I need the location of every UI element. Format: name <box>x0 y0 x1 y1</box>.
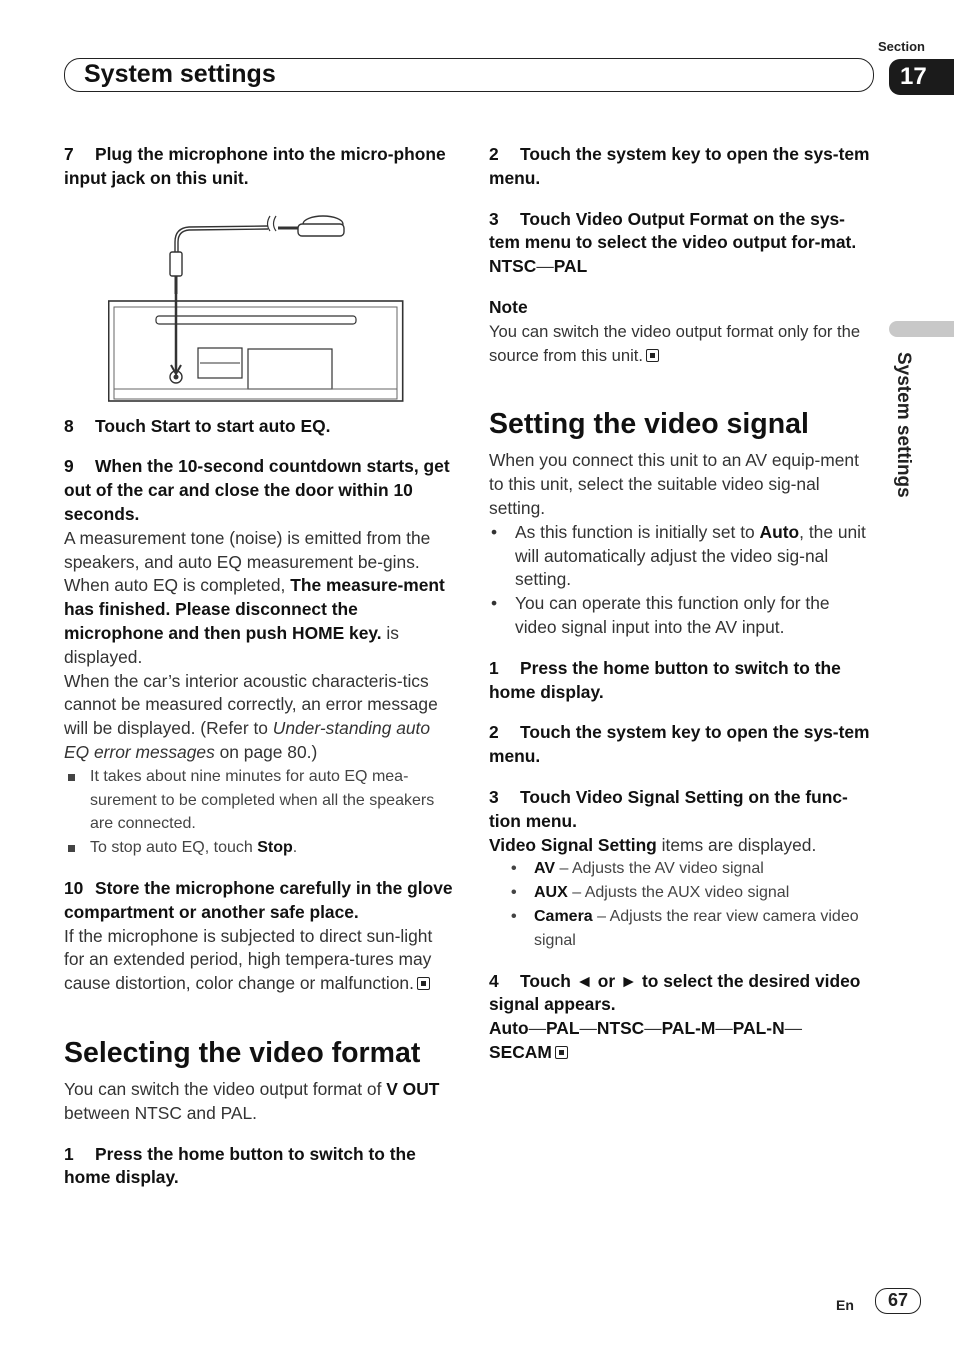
list-item: • Camera – Adjusts the rear view camera video signal <box>489 905 875 953</box>
end-mark-icon <box>555 1046 568 1059</box>
heading-video-format: Selecting the video format <box>64 1036 421 1069</box>
step-4: 4 Touch ◄ or ► to select the desired video signal appears. <box>489 970 861 1015</box>
end-mark-icon <box>417 977 430 990</box>
end-mark-icon <box>646 349 659 362</box>
paragraph: A measurement tone (noise) is emitted from the speakers, and auto EQ measurement be-gins. <box>64 527 431 572</box>
paragraph: You can switch the video output format of V OUT between NTSC and PAL. <box>64 1078 440 1123</box>
note-item: To stop auto EQ, touch Stop. <box>64 836 454 860</box>
format-sequence: NTSC—PAL <box>489 256 588 277</box>
note-heading: Note <box>489 296 528 317</box>
section-label: Section <box>878 39 925 54</box>
step-1: 1 Press the home button to switch to the home display. <box>489 657 841 702</box>
paragraph: When the car’s interior acoustic characteris-tics cannot be measured correctly, an error message will be displayed. (Refer to Under-standing auto EQ error messages on page 80.) <box>64 670 438 762</box>
bullet-item: • You can operate this function only for the video signal input into the AV input. <box>489 592 875 640</box>
paragraph: If the microphone is subjected to direct sun-light for an extended period, high tempera-tures may cause distortion, color change or malfunction. <box>64 925 433 994</box>
right-column <box>489 143 875 1065</box>
page-number: 67 <box>875 1288 921 1314</box>
side-tab-marker <box>889 321 954 337</box>
step-3: 3 Touch Video Signal Setting on the func-tion menu. <box>489 786 848 831</box>
paragraph: Video Signal Setting items are displayed. <box>489 834 817 855</box>
step-7: 7 Plug the microphone into the micro-phone input jack on this unit. <box>64 144 446 188</box>
step-9: 9 When the 10-second countdown starts, get out of the car and close the door within 10 seconds. <box>64 456 450 524</box>
list-item: • AUX – Adjusts the AUX video signal <box>489 881 875 905</box>
step-2: 2 Touch the system key to open the sys-tem menu. <box>489 144 870 188</box>
side-tab-label: System settings <box>893 352 914 498</box>
step-3: 3 Touch Video Output Format on the sys-tem menu to select the video output for-mat. <box>489 208 857 253</box>
paragraph: When auto EQ is completed, The measure-ment has finished. Please disconnect the microphone and then push HOME key. is displayed. <box>64 575 445 667</box>
header-title: System settings <box>84 60 276 88</box>
note-text: You can switch the video output format only for the source from this unit. <box>489 321 861 365</box>
microphone-jack-illustration <box>108 212 404 402</box>
step-1: 1 Press the home button to switch to the home display. <box>64 1143 416 1188</box>
list-item: • AV – Adjusts the AV video signal <box>489 857 875 881</box>
section-number: 17 <box>889 59 954 95</box>
heading-video-signal: Setting the video signal <box>489 408 809 441</box>
paragraph: When you connect this unit to an AV equip-ment to this unit, select the suitable video sig-nal setting. <box>489 450 859 518</box>
step-10: 10 Store the microphone carefully in the glove compartment or another safe place. <box>64 877 453 922</box>
bullet-item: • As this function is initially set to Auto, the unit will automatically adjust the video sig-nal setting. <box>489 521 875 592</box>
language-label: En <box>836 1297 854 1313</box>
step-2: 2 Touch the system key to open the sys-tem menu. <box>489 722 870 767</box>
step-8: 8 Touch Start to start auto EQ. <box>64 415 331 436</box>
signal-sequence: Auto—PAL—NTSC—PAL-M—PAL-N— SECAM <box>489 1018 803 1062</box>
note-item: It takes about nine minutes for auto EQ mea-surement to be completed when all the speakers are connected. <box>64 765 454 836</box>
